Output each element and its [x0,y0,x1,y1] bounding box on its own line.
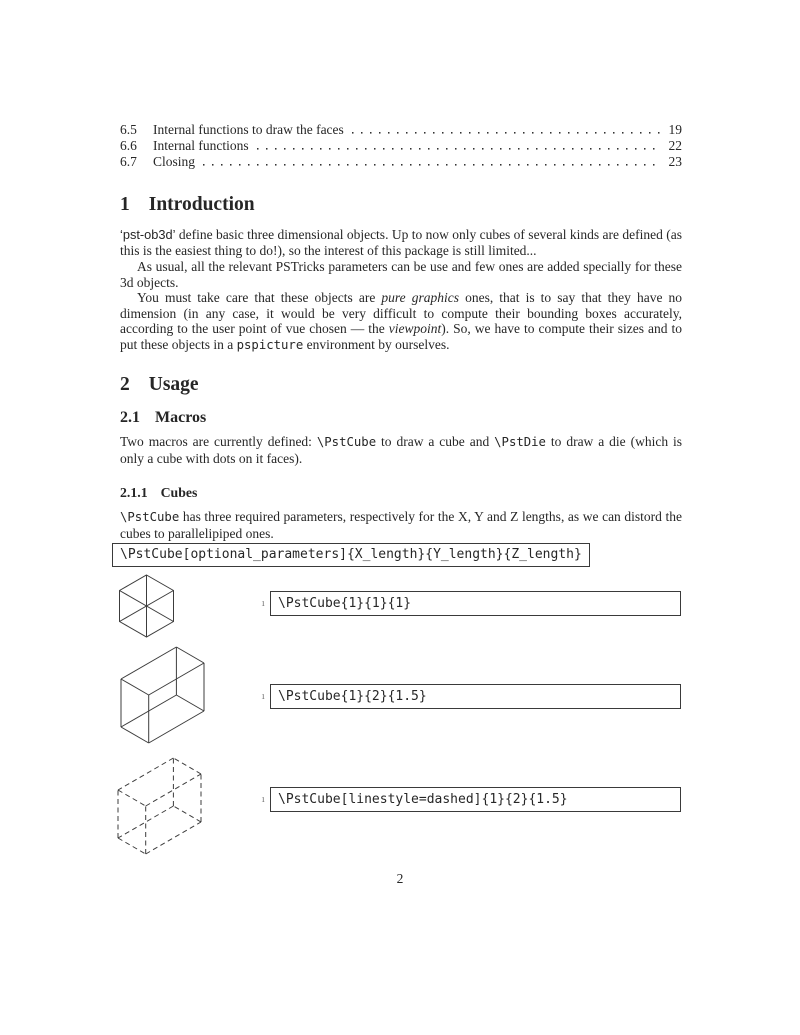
listing-box [270,787,681,812]
listing-box [270,684,681,709]
section-heading-introduction [120,194,682,216]
listing-code: \PstCube{1}{1}{1} [278,596,412,611]
paragraph-text: ). So, we have to compute their sizes and to put these objects in a [120,321,682,353]
subsubsection-heading-cubes [120,485,682,501]
inline-code-pstcube: \PstCube [120,510,180,524]
paragraph-intro-3 [120,290,682,354]
code-listing [250,787,681,812]
listing-line-number: 1 [261,692,265,701]
syntax-code: \PstCube[optional_parameters]{X_length}{Y_length}{Z_length} [120,547,582,562]
code-listing [250,684,681,709]
toc-page-number: 19 [668,122,682,137]
cube-figure-unit [118,574,176,638]
paragraph-text: As usual, all the relevant PSTricks parameters can be use and few ones are added specially for these 3d objects. [120,259,682,290]
section-number: 2.1 [120,409,140,426]
subsection-heading-macros [120,409,682,427]
toc-entry-label: Internal functions [153,138,249,154]
paragraph-intro-2 [120,259,682,290]
section-heading-usage [120,374,682,396]
cube-figure-parallelepiped [120,646,205,744]
toc-page-number: 23 [668,154,682,170]
section-title: Usage [148,374,199,395]
toc-entry [120,154,682,170]
emphasis-pure-graphics: pure graphics [381,290,459,305]
paragraph-text: to draw a cube and [376,434,495,449]
section-title: Macros [155,409,207,426]
listing-line-number: 1 [261,795,265,804]
paragraph-text: has three required parameters, respectively for the X, Y and Z lengths, as we can distord the cubes to parallelipiped ones. [120,509,682,541]
emphasis-viewpoint: viewpoint [388,321,442,337]
toc-section-number: 6.6 [120,138,137,154]
paragraph-text: environment by ourselves. [303,337,450,353]
paragraph-intro-1 [120,227,682,258]
toc-section-number: 6.7 [120,154,137,170]
syntax-box [112,543,590,567]
toc-entry-label: Internal functions to draw the faces [153,122,344,137]
toc-dot-leader [352,123,660,134]
listing-code: \PstCube{1}{2}{1.5} [278,689,427,704]
toc-dot-leader [203,155,660,166]
cube-figure-dashed [117,757,202,855]
paragraph-text: to draw a die (which is only a cube with dots on it faces). [120,434,682,466]
toc-section-number: 6.5 [120,122,137,137]
toc-dot-leader [257,139,660,150]
code-listing [250,591,681,616]
paragraph-text: ones, that is to say that they have no dimension (in any case, it would be very difficult to compute their bounding boxes accurately, according to the user point of vue chosen — the [120,290,683,337]
section-number: 1 [120,194,130,215]
table-of-contents [120,122,682,171]
toc-entry [120,138,682,154]
inline-code-pstdie: \PstDie [494,435,546,449]
inline-code-pspicture: pspicture [236,338,304,353]
listing-box [270,591,681,616]
toc-entry [120,122,682,138]
package-name: ‘pst-ob3d’ [120,227,176,242]
page-number: 2 [396,871,404,886]
paragraph-text: You must take care that these objects are [137,290,382,305]
paragraph-text: define basic three dimensional objects. Up to now only cubes of several kinds are defined (as this is the easiest thing to do!), so the interest of this package is still limited... [120,227,682,258]
inline-code-pstcube: \PstCube [316,435,377,449]
listing-line-number: 1 [261,599,265,608]
section-title: Introduction [148,194,255,215]
section-number: 2.1.1 [120,485,148,500]
paragraph-text: Two macros are currently defined: [120,434,317,449]
toc-entry-label: Closing [153,154,196,170]
paragraph-cubes [120,509,682,541]
toc-page-number: 22 [668,138,682,154]
listing-code: \PstCube[linestyle=dashed]{1}{2}{1.5} [278,792,568,807]
section-title: Cubes [160,485,198,500]
paragraph-macros [120,434,682,466]
section-number: 2 [120,374,130,395]
